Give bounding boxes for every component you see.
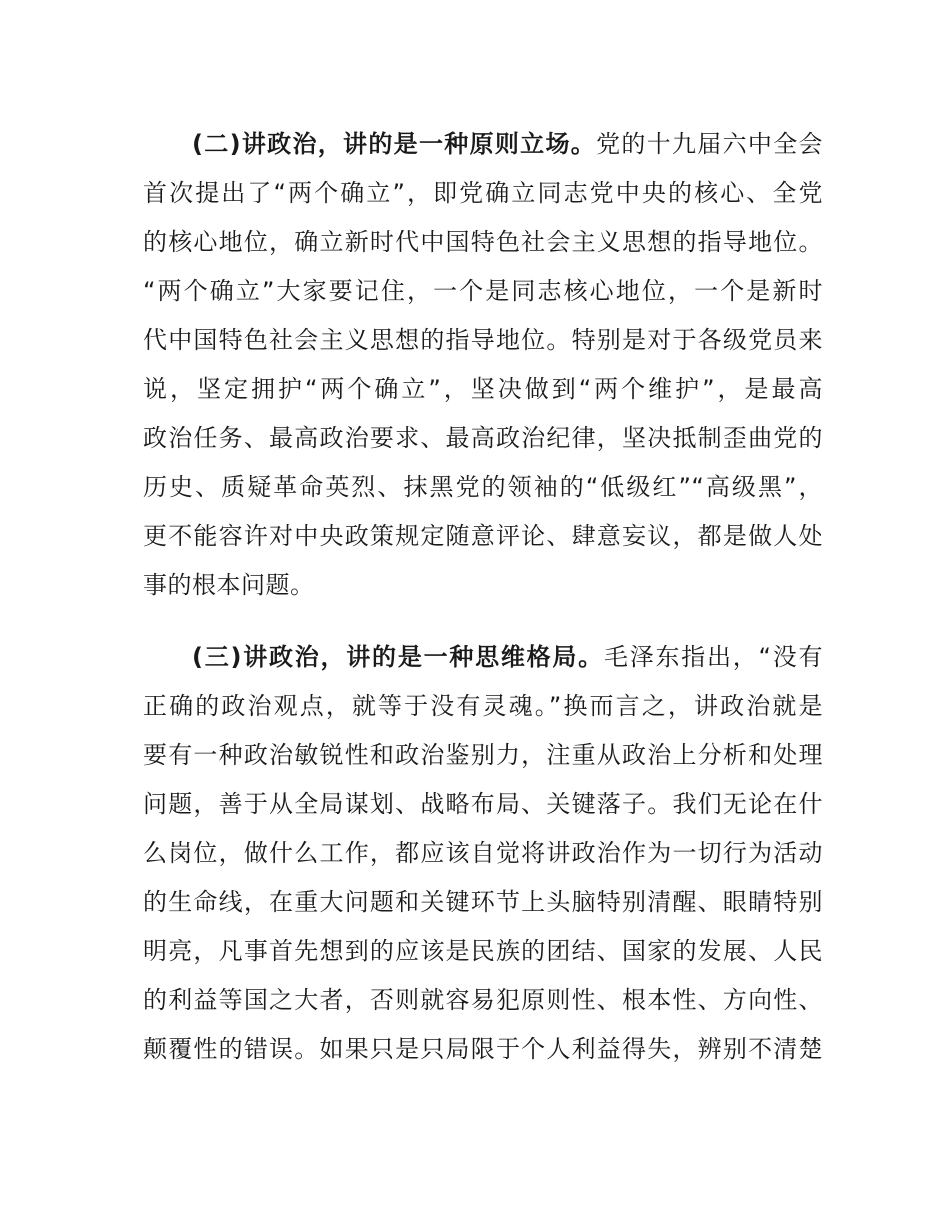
paragraph-line: 历史、质疑革命英烈、抹黑党的领袖的“低级红”“高级黑”， bbox=[143, 473, 823, 501]
paragraph-line: 么岗位，做什么工作，都应该自觉将讲政治作为一切行为活动 bbox=[143, 839, 823, 867]
paragraph-line bbox=[192, 637, 823, 677]
paragraph-line: 明亮，凡事首先想到的应该是民族的团结、国家的发展、人民 bbox=[143, 937, 823, 965]
paragraph-text: 毛泽东指出，“没有 bbox=[603, 643, 824, 671]
paragraph-line: 事的根本问题。 bbox=[143, 571, 315, 599]
paragraph-line: 的核心地位，确立新时代中国特色社会主义思想的指导地位。 bbox=[143, 228, 823, 256]
paragraph-line: 政治任务、最高政治要求、最高政治纪律，坚决抵制歪曲党的 bbox=[143, 424, 823, 452]
paragraph-line: 更不能容许对中央政策规定随意评论、肆意妄议，都是做人处 bbox=[143, 522, 823, 550]
paragraph-line: 正确的政治观点，就等于没有灵魂。”换而言之，讲政治就是 bbox=[143, 692, 823, 720]
paragraph-line bbox=[192, 124, 823, 164]
paragraph-line: 的利益等国之大者，否则就容易犯原则性、根本性、方向性、 bbox=[143, 986, 823, 1014]
paragraph-line: 要有一种政治敏锐性和政治鉴别力，注重从政治上分析和处理 bbox=[143, 741, 823, 769]
paragraph-line: 问题，善于从全局谋划、战略布局、关键落子。我们无论在什 bbox=[143, 790, 823, 818]
paragraph-line: 首次提出了“两个确立”，即党确立同志党中央的核心、全党 bbox=[143, 179, 823, 207]
paragraph-line: 的生命线，在重大问题和关键环节上头脑特别清醒、眼睛特别 bbox=[143, 888, 823, 916]
section-heading: (二)讲政治，讲的是一种原则立场。 bbox=[192, 130, 597, 158]
paragraph-line: 代中国特色社会主义思想的指导地位。特别是对于各级党员来 bbox=[143, 326, 823, 354]
paragraph-line: 说，坚定拥护“两个确立”，坚决做到“两个维护”，是最高 bbox=[143, 375, 823, 403]
paragraph-line: “两个确立”大家要记住，一个是同志核心地位，一个是新时 bbox=[143, 277, 823, 305]
section-heading: (三)讲政治，讲的是一种思维格局。 bbox=[192, 643, 604, 671]
paragraph-line: 颠覆性的错误。如果只是只局限于个人利益得失，辨别不清楚 bbox=[143, 1035, 823, 1063]
paragraph-text: 党的十九届六中全会 bbox=[596, 130, 824, 158]
